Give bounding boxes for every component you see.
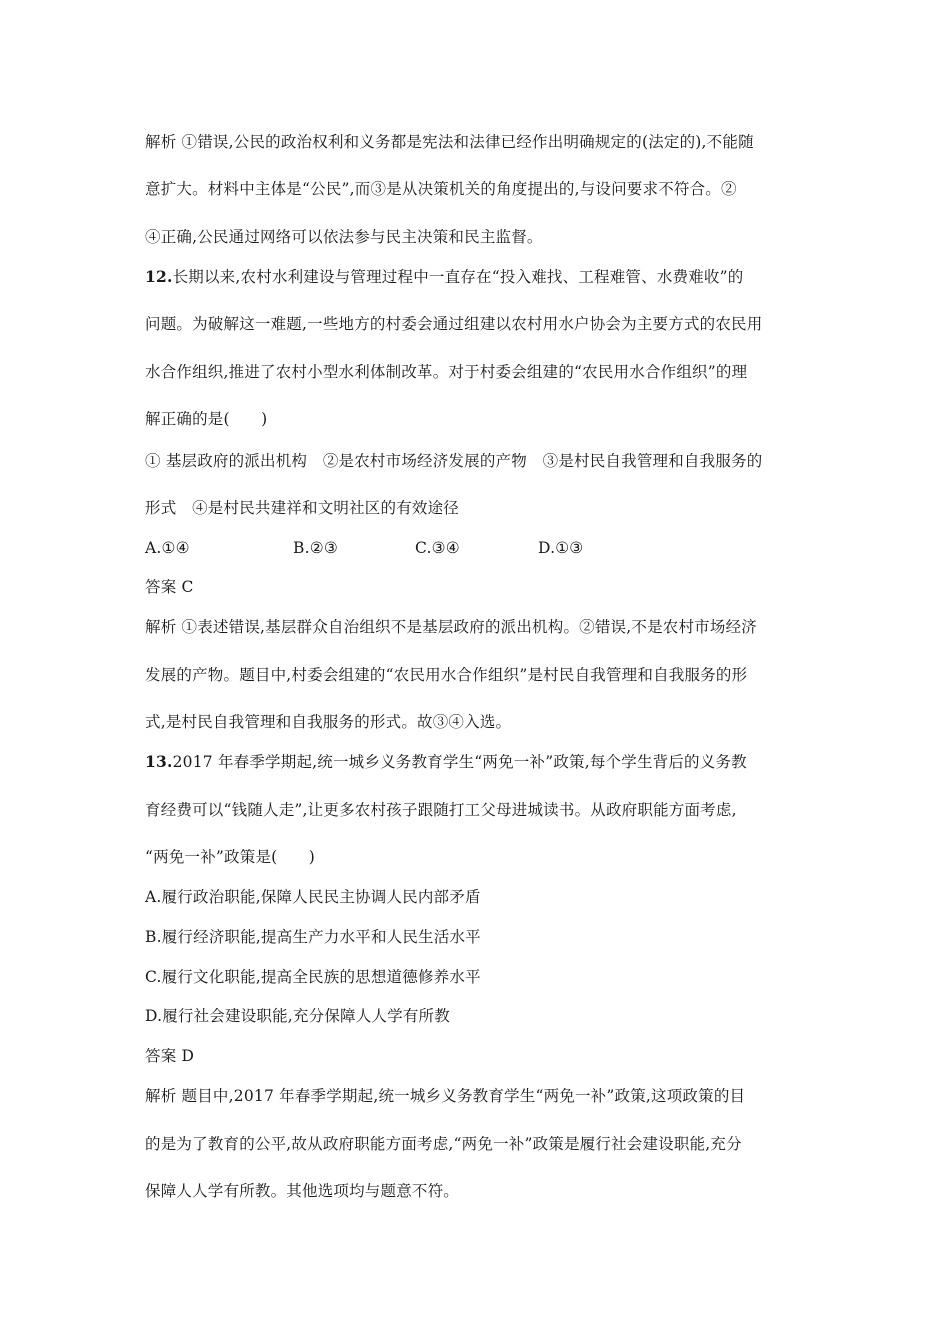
q12-analysis-line-2: 发展的产物。题目中,村委会组建的“农民用水合作组织”是村民自我管理和自我服务的形 [145, 666, 748, 684]
q13-option-c: C.履行文化职能,提高全民族的思想道德修养水平 [145, 968, 481, 986]
q12-items-line-2: 形式 ④是村民共建祥和文明社区的有效途径 [145, 499, 460, 517]
q12-analysis-line-3: 式,是村民自我管理和自我服务的形式。故③④入选。 [145, 713, 512, 731]
q13-analysis-line-3: 保障人人学有所教。其他选项均与题意不符。 [145, 1182, 460, 1200]
q12-analysis-line-1: 解析 ①表述错误,基层群众自治组织不是基层政府的派出机构。②错误,不是农村市场经济 [145, 618, 757, 636]
q11-analysis-line-2: 意扩大。材料中主体是“公民”,而③是从决策机关的角度提出的,与设问要求不符合。② [145, 180, 737, 198]
q12-stem-text-1: 长期以来,农村水利建设与管理过程中一直存在“投入难找、工程难管、水费难收”的 [172, 268, 744, 286]
q12-option-a: A.①④ [145, 539, 190, 557]
q12-option-c: C.③④ [415, 539, 460, 557]
q12-items-line-1: ① 基层政府的派出机构 ②是农村市场经济发展的产物 ③是村民自我管理和自我服务的 [145, 452, 763, 470]
q13-stem-text-1: 2017 年春季学期起,统一城乡义务教育学生“两免一补”政策,每个学生背后的义务教 [172, 753, 747, 771]
q13-option-b: B.履行经济职能,提高生产力水平和人民生活水平 [145, 928, 481, 946]
q12-stem-line-2: 问题。为破解这一难题,一些地方的村委会通过组建以农村用水户协会为主要方式的农民用 [145, 315, 763, 333]
q12-stem-line-4: 解正确的是( ) [145, 410, 268, 428]
q12-option-b: B.②③ [293, 539, 338, 557]
q13-option-a: A.履行政治职能,保障人民民主协调人民内部矛盾 [145, 888, 481, 906]
q13-answer: 答案 D [145, 1047, 195, 1065]
q13-number: 13. [145, 752, 173, 771]
q12-option-d: D.①③ [538, 539, 584, 557]
q13-stem-line-3: “两免一补”政策是( ) [145, 848, 316, 866]
q13-analysis-line-2: 的是为了教育的公平,故从政府职能方面考虑,“两免一补”政策是履行社会建设职能,充分 [145, 1135, 742, 1153]
q12-stem-line-3: 水合作组织,推进了农村小型水利体制改革。对于村委会组建的“农民用水合作组织”的理 [145, 363, 748, 381]
q13-stem-line-2: 育经费可以“钱随人走”,让更多农村孩子跟随打工父母进城读书。从政府职能方面考虑, [145, 801, 737, 819]
q13-option-d: D.履行社会建设职能,充分保障人人学有所教 [145, 1007, 450, 1025]
q12-answer: 答案 C [145, 578, 194, 596]
q11-analysis-line-1: 解析 ①错误,公民的政治权利和义务都是宪法和法律已经作出明确规定的(法定的),不能随 [145, 133, 754, 151]
q12-stem-line-1 [145, 266, 815, 288]
q11-analysis-line-3: ④正确,公民通过网络可以依法参与民主决策和民主监督。 [145, 228, 543, 246]
q13-analysis-line-1: 解析 题目中,2017 年春季学期起,统一城乡义务教育学生“两免一补”政策,这项政策的目 [145, 1087, 746, 1105]
q13-stem-line-1 [145, 751, 815, 773]
q12-number: 12. [145, 267, 173, 286]
